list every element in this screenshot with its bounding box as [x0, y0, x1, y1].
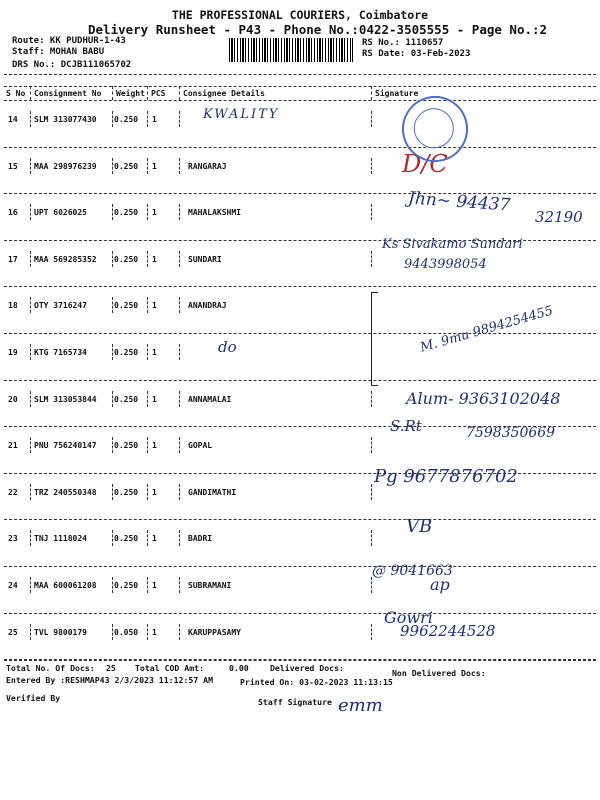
row-consignment: OTY 3716247: [34, 301, 87, 311]
divider: [147, 111, 148, 127]
row-sno: 24: [8, 581, 18, 590]
row-weight: 0.250: [114, 115, 139, 124]
divider: [371, 111, 372, 127]
row-pcs: 1: [152, 161, 157, 171]
table-row: [0, 563, 600, 614]
divider: [147, 86, 148, 100]
row-pcs: 1: [152, 394, 157, 404]
divider: [30, 437, 31, 453]
row-consignment: MAA 569285352: [34, 254, 97, 264]
total-docs-value: 25: [106, 663, 116, 673]
divider: [179, 577, 180, 593]
row-sno: 23: [8, 534, 18, 544]
col-header-signature: Signature: [375, 89, 419, 98]
divider: [30, 530, 31, 546]
row-consignee: ANNAMALAI: [188, 394, 232, 404]
divider: [179, 437, 180, 453]
rs-number: RS No.: 1110657: [362, 38, 444, 48]
row-consignee: SUBRAMANI: [188, 581, 232, 590]
row-consignment: SLM 313077430: [34, 115, 97, 124]
row-weight: 0.250: [114, 161, 139, 171]
divider: [30, 624, 31, 640]
divider: [179, 484, 180, 500]
row-consignment: UPT 6026025: [34, 208, 87, 218]
divider: [147, 297, 148, 313]
divider: [371, 251, 372, 267]
row-weight: 0.250: [114, 348, 139, 357]
row-sno: 18: [8, 301, 18, 311]
divider: [4, 74, 596, 75]
divider: [371, 86, 372, 100]
delivered-docs: Delivered Docs:: [270, 663, 344, 673]
divider: [30, 484, 31, 500]
recipient-phone: 32190: [535, 208, 583, 227]
divider: [112, 111, 113, 127]
divider: [179, 111, 180, 127]
row-weight: 0.250: [114, 208, 139, 218]
row-consignee: GOPAL: [188, 441, 213, 451]
recipient-signature: Ks Sivakamo Sundari: [382, 236, 523, 252]
divider: [112, 624, 113, 640]
table-row: [0, 465, 600, 521]
runsheet-title: Delivery Runsheet - P43 - Phone No.:0422-3505555 - Page No.:2: [88, 22, 548, 37]
row-weight: 0.050: [114, 627, 139, 637]
divider: [30, 86, 31, 100]
divider: [112, 437, 113, 453]
divider: [179, 344, 180, 360]
divider: [112, 391, 113, 407]
recipient-signature: Gowri: [384, 607, 433, 627]
divider: [30, 251, 31, 267]
divider: [30, 204, 31, 220]
divider: [112, 204, 113, 220]
row-consignment: TNJ 1118024: [34, 534, 87, 544]
row-sno: 22: [8, 487, 18, 497]
row-sno: 20: [8, 394, 18, 404]
row-sno: 19: [8, 348, 18, 357]
row-weight: 0.250: [114, 301, 139, 311]
company-title: THE PROFESSIONAL COURIERS, Coimbatore: [171, 8, 429, 22]
divider: [371, 577, 372, 593]
handwritten-note: do: [218, 338, 237, 356]
table-row: [0, 236, 600, 288]
divider: [179, 391, 180, 407]
col-header-consignment: Consignment No: [34, 89, 102, 98]
divider: [147, 484, 148, 500]
recipient-signature: @ 9041663: [372, 563, 453, 579]
divider: [112, 530, 113, 546]
recipient-phone: 9443998054: [404, 256, 487, 272]
recipient-phone: 9962244528: [400, 621, 496, 640]
row-weight: 0.250: [114, 581, 139, 590]
divider: [147, 530, 148, 546]
row-consignee: KARUPPASAMY: [188, 627, 241, 637]
row-pcs: 1: [152, 208, 157, 218]
row-pcs: 1: [152, 627, 157, 637]
recipient-signature: D/C: [402, 149, 448, 178]
divider: [30, 297, 31, 313]
verified-by: Verified By: [6, 693, 61, 703]
row-consignment: KTG 7165734: [34, 348, 87, 357]
row-pcs: 1: [152, 254, 157, 264]
divider: [147, 391, 148, 407]
divider: [112, 251, 113, 267]
row-weight: 0.250: [114, 487, 139, 497]
route-label: Route: KK PUDHUR-1-43: [12, 36, 126, 46]
handwritten-note: KWALITY: [203, 107, 280, 122]
staff-label: Staff: MOHAN BABU: [12, 47, 105, 57]
row-consignee: SUNDARI: [188, 254, 222, 264]
row-weight: 0.250: [114, 534, 139, 544]
row-consignee: MAHALAKSHMI: [188, 208, 241, 218]
table-row: [0, 381, 600, 428]
divider: [147, 204, 148, 220]
row-weight: 0.250: [114, 441, 139, 451]
row-consignee: ANANDRAJ: [188, 301, 227, 311]
barcode: [229, 38, 353, 62]
row-pcs: 1: [152, 348, 157, 357]
divider: [371, 204, 372, 220]
divider: [112, 484, 113, 500]
col-header-consignee: Consignee Details: [183, 89, 265, 98]
total-docs-label: Total No. Of Docs:: [6, 663, 95, 673]
recipient-phone: 7598350669: [466, 425, 556, 442]
divider: [371, 391, 372, 407]
printed-on: Printed On: 03-02-2023 11:13:15: [240, 677, 393, 687]
divider: [179, 251, 180, 267]
row-sno: 15: [8, 161, 18, 171]
row-pcs: 1: [152, 301, 157, 311]
recipient-signature: M. 9mu 9894254455: [418, 303, 555, 356]
row-pcs: 1: [152, 441, 157, 451]
divider: [179, 530, 180, 546]
recipient-signature: Pg 9677876702: [374, 465, 518, 487]
col-header-pcs: PCS: [151, 89, 166, 98]
row-weight: 0.250: [114, 394, 139, 404]
row-pcs: 1: [152, 534, 157, 544]
row-pcs: 1: [152, 487, 157, 497]
row-consignee: BADRI: [188, 534, 213, 544]
recipient-signature: Alum- 9363102048: [406, 388, 561, 408]
row-consignment: SLM 313053844: [34, 394, 97, 404]
divider: [147, 624, 148, 640]
row-consignment: MAA 600061208: [34, 581, 97, 590]
drs-number: DRS No.: DCJB111065702: [12, 60, 132, 70]
divider: [147, 437, 148, 453]
entered-by: Entered By :RESHMAP43 2/3/2023 11:12:57 AM: [6, 675, 214, 685]
row-consignment: TRZ 240550348: [34, 487, 97, 497]
total-cod-label: Total COD Amt:: [135, 663, 205, 673]
divider: [112, 577, 113, 593]
recipient-signature: Jhn~ 94437: [407, 188, 512, 216]
divider: [179, 86, 180, 100]
table-row: [0, 188, 600, 241]
row-sno: 21: [8, 441, 18, 451]
divider: [371, 158, 372, 174]
rs-date: RS Date: 03-Feb-2023: [362, 49, 471, 59]
col-header-sno: S No: [6, 89, 26, 98]
divider: [30, 111, 31, 127]
row-consignee: RANGARAJ: [188, 161, 227, 171]
divider: [147, 344, 148, 360]
total-cod-value: 0.00: [229, 663, 249, 673]
row-pcs: 1: [152, 581, 157, 590]
divider: [112, 297, 113, 313]
divider: [4, 86, 596, 87]
row-consignee: GANDIMATHI: [188, 487, 237, 497]
row-pcs: 1: [152, 115, 157, 124]
row-consignment: MAA 298976239: [34, 161, 97, 171]
divider: [371, 624, 372, 640]
divider: [4, 660, 596, 661]
row-consignment: PNU 756240147: [34, 441, 97, 451]
row-sno: 14: [8, 115, 18, 124]
divider: [371, 437, 372, 453]
staff-signature-label: Staff Signature: [258, 697, 332, 707]
row-weight: 0.250: [114, 254, 139, 264]
table-row: [0, 607, 600, 661]
divider: [371, 484, 372, 500]
divider: [147, 251, 148, 267]
divider: [30, 158, 31, 174]
divider: [112, 86, 113, 100]
divider: [30, 344, 31, 360]
table-row: [0, 148, 600, 195]
table-row: [0, 101, 600, 148]
row-sno: 16: [8, 208, 18, 218]
divider: [179, 297, 180, 313]
row-consignment: TVL 9800179: [34, 627, 87, 637]
divider: [371, 530, 372, 546]
row-sno: 17: [8, 254, 18, 264]
signature-bracket: [371, 292, 378, 386]
divider: [147, 158, 148, 174]
divider: [30, 391, 31, 407]
divider: [147, 577, 148, 593]
divider: [179, 158, 180, 174]
recipient-signature: S.Rt: [390, 417, 422, 436]
col-header-weight: Weight: [116, 89, 145, 98]
divider: [179, 204, 180, 220]
divider: [112, 158, 113, 174]
staff-signature-ink: emm: [338, 695, 383, 716]
table-row: [0, 516, 600, 567]
divider: [179, 624, 180, 640]
recipient-signature: VB: [406, 516, 433, 538]
non-delivered-docs: Non Delivered Docs:: [392, 668, 486, 678]
divider: [30, 577, 31, 593]
divider: [112, 344, 113, 360]
row-sno: 25: [8, 627, 18, 637]
recipient-phone: ap: [430, 575, 450, 594]
